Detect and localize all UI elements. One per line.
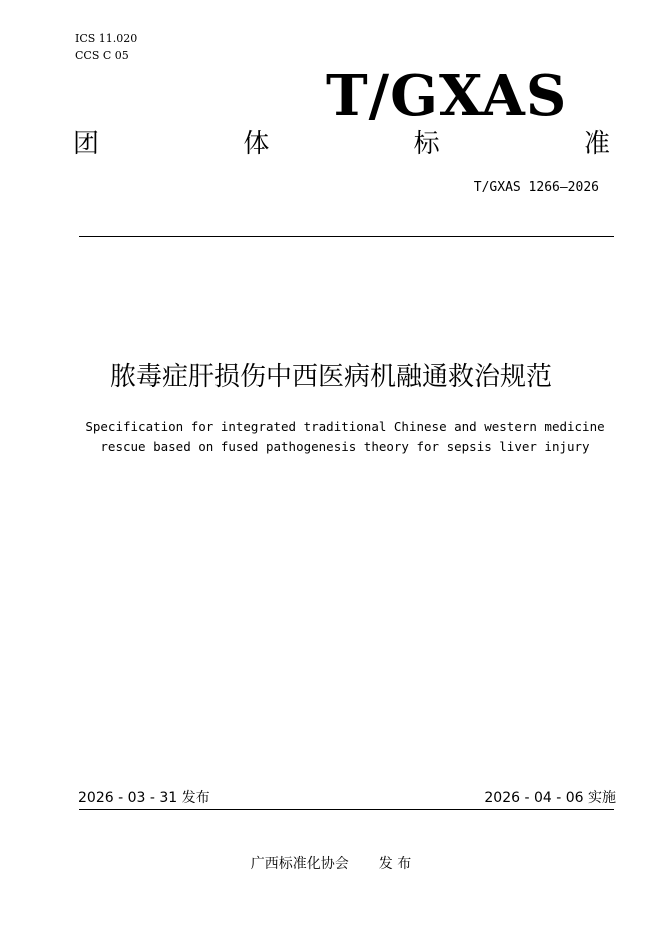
standard-type-char: 标 (413, 129, 440, 159)
standard-type-char: 团 (73, 129, 100, 159)
publisher (0, 855, 662, 873)
standard-type (73, 128, 610, 160)
standard-number: T/GXAS 1266—2026 (473, 180, 599, 195)
standard-type-char: 准 (583, 129, 610, 159)
implement-date: 2026 - 04 - 06 实施 (484, 790, 616, 806)
chinese-title: 脓毒症肝损伤中西医病机融通救治规范 (109, 362, 552, 392)
ccs-code: CCS C 05 (75, 49, 129, 62)
organization-code-logo: T/GXAS (326, 63, 568, 129)
standard-type-char: 体 (243, 129, 270, 159)
publish-date: 2026 - 03 - 31 发布 (78, 790, 210, 806)
publisher-action: 发 布 (378, 856, 412, 872)
ics-code: ICS 11.020 (75, 32, 138, 45)
english-title: Specification for integrated traditional Chinese and western medicine rescue based on fused pathogenesis theory for sepsis liver injury (85, 419, 605, 454)
publisher-name: 广西标准化协会 (250, 856, 349, 872)
top-divider (79, 236, 614, 237)
bottom-divider (79, 809, 614, 810)
